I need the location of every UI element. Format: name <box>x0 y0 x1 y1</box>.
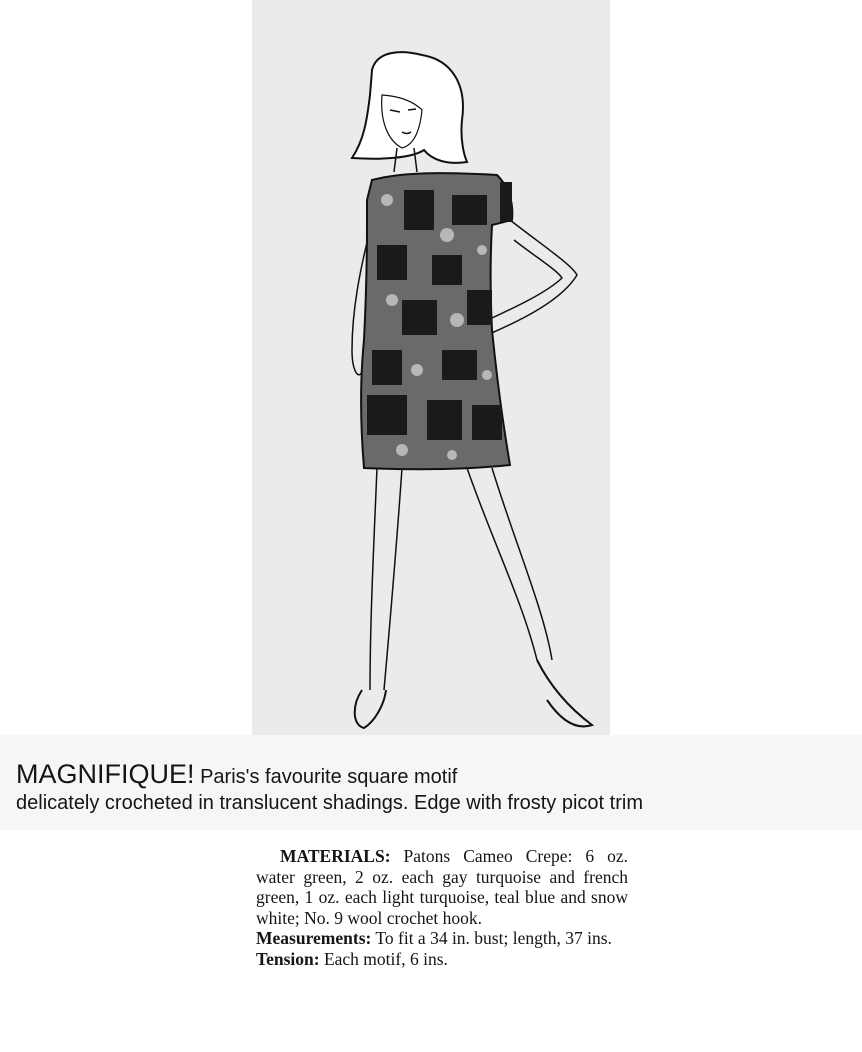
measurements-paragraph <box>256 928 628 949</box>
tension-paragraph <box>256 949 628 970</box>
right-arm <box>487 220 577 335</box>
headline-title: MAGNIFIQUE! <box>16 759 195 789</box>
headline <box>16 760 862 817</box>
fashion-illustration <box>252 0 610 735</box>
materials-paragraph <box>256 846 628 928</box>
tension-text: Each motif, 6 ins. <box>323 948 448 969</box>
materials-text: Patons Cameo Crepe: 6 oz. water green, 2 oz. each gay turquoise and french green, 1 oz. each light turquoise, teal blue and snow white; No. 9 wool crochet hook. <box>256 846 629 928</box>
headline-line-1: Paris's favourite square motif <box>200 766 458 788</box>
measurements-text: To fit a 34 in. bust; length, 37 ins. <box>375 928 612 948</box>
tension-label: Tension: <box>256 948 320 969</box>
headline-line-2: delicately crocheted in translucent shadings. Edge with frosty picot trim <box>16 792 643 814</box>
measurements-label: Measurements: <box>256 928 372 948</box>
shoes <box>355 660 592 728</box>
dress-sketch <box>252 0 610 735</box>
legs <box>370 468 552 690</box>
materials-heading: MATERIALS: <box>280 846 391 866</box>
materials-block <box>256 846 628 969</box>
